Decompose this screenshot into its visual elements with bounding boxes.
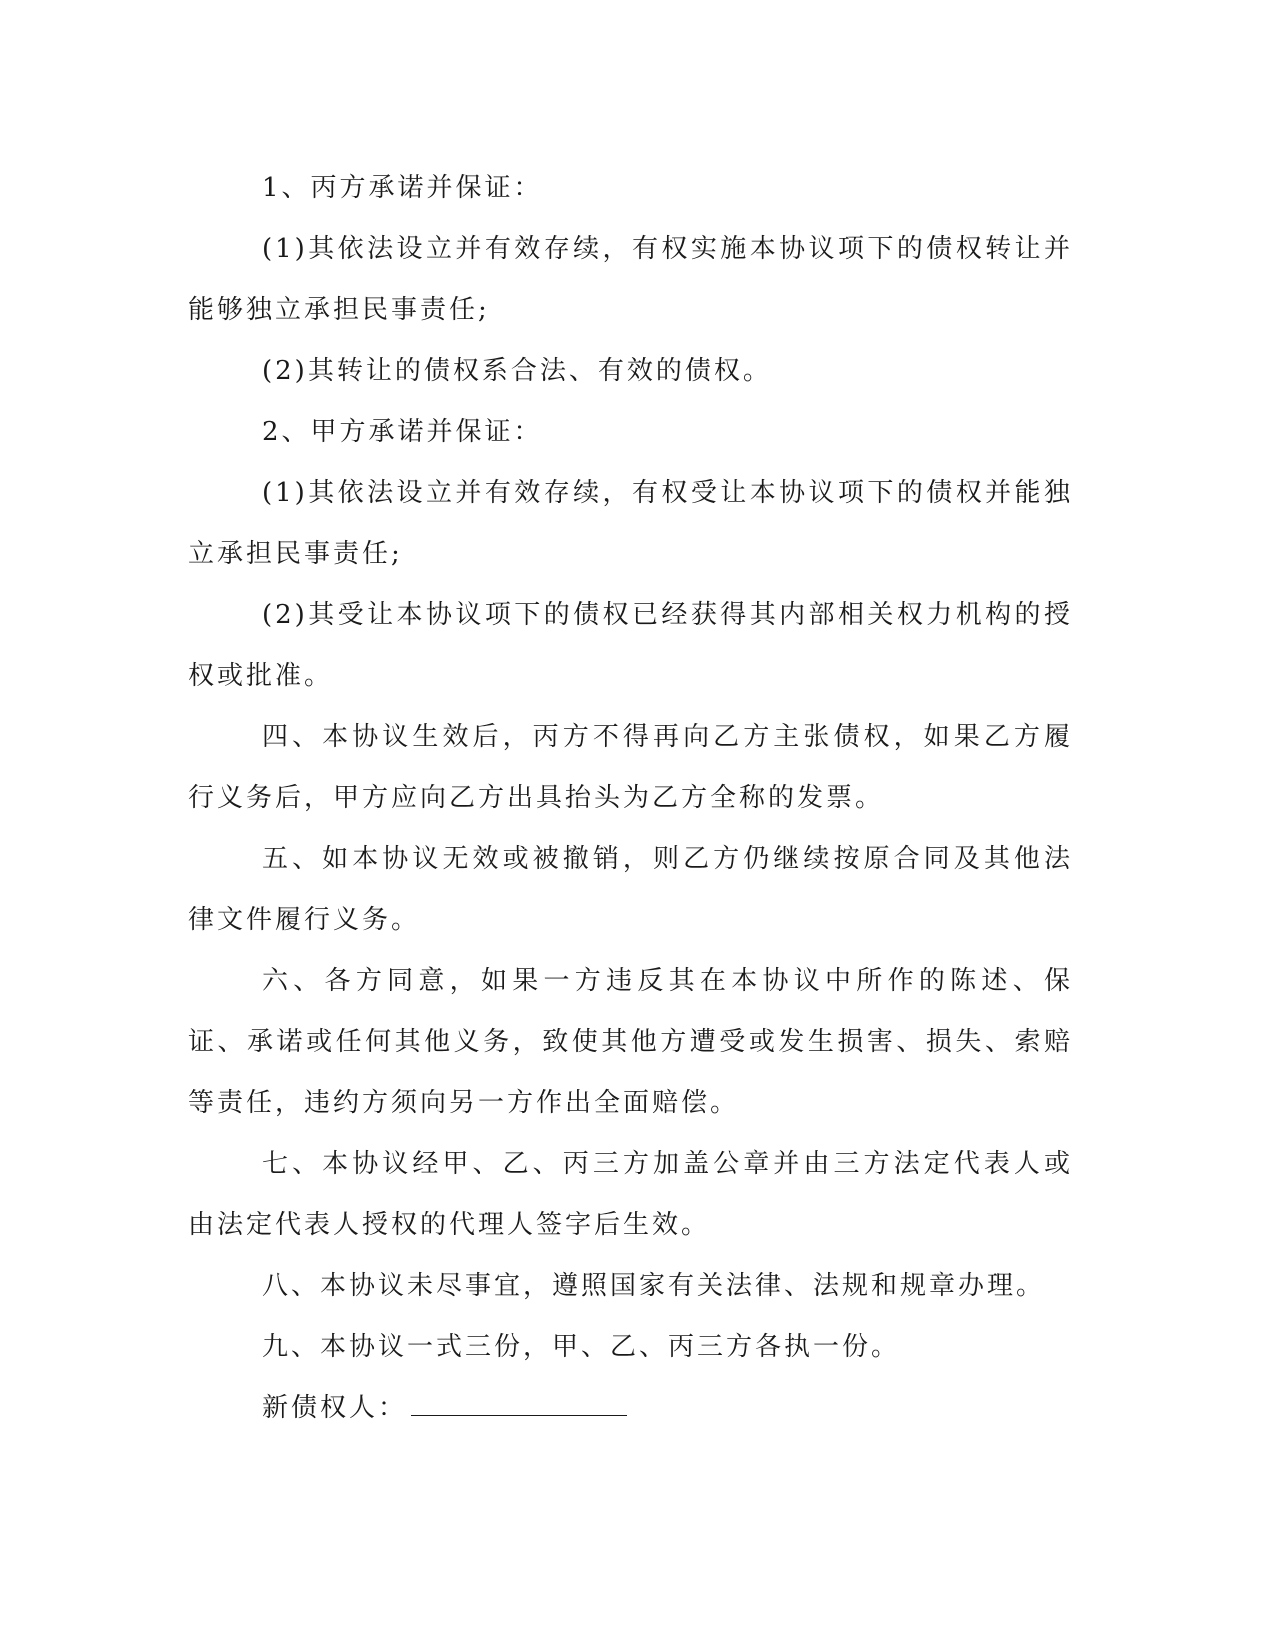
clause-six: 六、各方同意，如果一方违反其在本协议中所作的陈述、保证、承诺或任何其他义务，致使其他方遭受或发生损害、损失、索赔等责任，违约方须向另一方作出全面赔偿。	[188, 966, 1073, 1118]
signature-blank-line	[411, 1391, 627, 1416]
clause-five: 五、如本协议无效或被撤销，则乙方仍继续按原合同及其他法律文件履行义务。	[188, 844, 1073, 935]
document-body	[188, 158, 1073, 1439]
clause-nine: 九、本协议一式三份，甲、乙、丙三方各执一份。	[262, 1332, 901, 1362]
clause-jia-guarantee-2: (2)其受让本协议项下的债权已经获得其内部相关权力机构的授权或批准。	[188, 600, 1073, 691]
clause-bing-guarantee-2: (2)其转让的债权系合法、有效的债权。	[262, 356, 772, 386]
signature-row	[188, 1378, 1073, 1439]
clause-seven: 七、本协议经甲、乙、丙三方加盖公章并由三方法定代表人或由法定代表人授权的代理人签字后生效。	[188, 1149, 1073, 1240]
clause-jia-guarantee-heading: 2、甲方承诺并保证：	[262, 417, 543, 447]
clause-eight: 八、本协议未尽事宜，遵照国家有关法律、法规和规章办理。	[262, 1271, 1046, 1301]
clause-jia-guarantee-1: (1)其依法设立并有效存续，有权受让本协议项下的债权并能独立承担民事责任;	[188, 478, 1073, 569]
clause-four: 四、本协议生效后，丙方不得再向乙方主张债权，如果乙方履行义务后，甲方应向乙方出具抬头为乙方全称的发票。	[188, 722, 1073, 813]
clause-bing-guarantee-1: (1)其依法设立并有效存续，有权实施本协议项下的债权转让并能够独立承担民事责任;	[188, 234, 1073, 325]
signature-label: 新债权人：	[262, 1393, 408, 1423]
clause-bing-guarantee-heading: 1、丙方承诺并保证：	[262, 173, 543, 203]
